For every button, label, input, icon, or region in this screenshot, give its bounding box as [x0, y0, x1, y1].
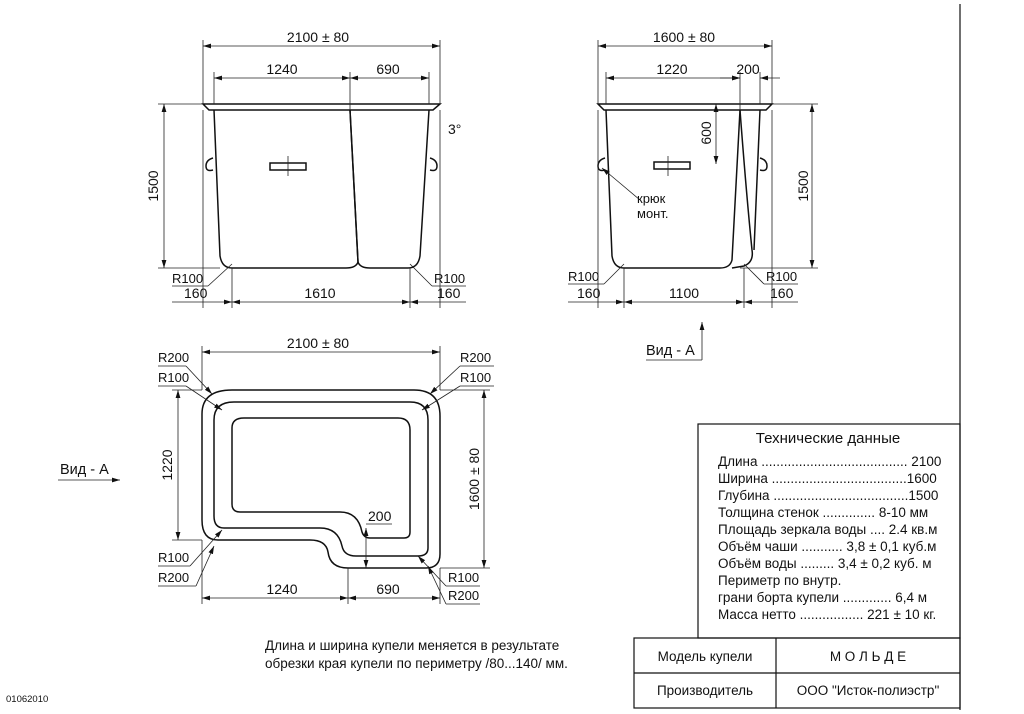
tech-data-panel	[698, 424, 960, 638]
side-600-label: 600	[698, 121, 714, 145]
tech-row: Глубина ....................................1500	[718, 488, 939, 503]
front-angle-label: 3°	[448, 121, 462, 137]
side-bottom-right-label: 160	[770, 285, 794, 301]
tech-row: Ширина ....................................1600	[718, 471, 937, 486]
tech-row: Толщина стенок .............. 8-10 мм	[718, 505, 929, 520]
side-outer-wall	[606, 110, 740, 268]
front-r-left-label: R100	[172, 271, 204, 286]
plan-r100-bl-label: R100	[158, 550, 190, 565]
model-value: М О Л Ь Д Е	[829, 649, 907, 664]
side-seg-right-label: 200	[736, 61, 760, 77]
tech-row: Объём чаши ........... 3,8 ± 0,1 куб.м	[718, 539, 937, 554]
plan-r200-tl-label: R200	[158, 350, 190, 365]
tech-row: грани борта купели ............. 6,4 м	[718, 590, 928, 605]
side-height-label: 1500	[795, 170, 811, 202]
plan-bottom-right-label: 690	[376, 581, 400, 597]
side-bottom-mid-label: 1100	[668, 285, 700, 301]
tech-title: Технические данные	[755, 430, 901, 447]
size-note	[265, 638, 568, 671]
side-bottom-left-label: 160	[577, 285, 601, 301]
front-hook-left	[206, 158, 213, 171]
side-r-left-label: R100	[568, 269, 600, 284]
side-handle	[654, 162, 690, 169]
plan-inner-rim	[214, 402, 428, 556]
side-r-right-label: R100	[766, 269, 798, 284]
model-label: Модель купели	[657, 649, 753, 664]
note-line-2: обрезки края купели по периметру /80...140/ мм.	[265, 656, 568, 671]
plan-r100-tr-label: R100	[460, 370, 492, 385]
tech-rows	[718, 454, 941, 622]
plan-r200-bl-label: R200	[158, 570, 190, 585]
plan-r100-br-label: R100	[448, 570, 480, 585]
side-hook-label-2: монт.	[637, 206, 669, 221]
plan-r200-br-label: R200	[448, 588, 480, 603]
tech-row: Длина ....................................... 2100	[718, 454, 942, 469]
plan-view-a-label: Вид - А	[60, 462, 109, 478]
side-hook-right	[760, 158, 767, 171]
front-right-wall	[350, 110, 429, 268]
plan-height-right-label: 1600 ± 80	[466, 447, 482, 511]
side-view	[568, 29, 818, 360]
front-bottom-mid-label: 1610	[304, 285, 336, 301]
front-rim	[203, 104, 440, 110]
front-width-label: 2100 ± 80	[286, 29, 350, 45]
front-height-label: 1500	[145, 170, 161, 202]
side-view-a-label: Вид - А	[646, 343, 695, 359]
front-view	[145, 29, 466, 308]
plan-height-left-label: 1220	[159, 449, 175, 481]
front-bottom-right-label: 160	[437, 285, 461, 301]
plan-r200-tr-label: R200	[460, 350, 492, 365]
side-hook-label-1: крюк	[637, 191, 666, 206]
front-hook-right	[430, 158, 437, 171]
plan-outer-rim	[202, 390, 440, 568]
side-width-label: 1600 ± 80	[652, 29, 716, 45]
side-rim	[598, 104, 772, 110]
tech-row: Объём воды ......... 3,4 ± 0,2 куб. м	[718, 556, 932, 571]
doc-code: 01062010	[6, 694, 49, 705]
tech-row: Площадь зеркала воды .... 2.4 кв.м	[718, 522, 938, 537]
front-left-wall	[214, 110, 358, 268]
plan-r100-tl-label: R100	[158, 370, 190, 385]
plan-bottom-left-label: 1240	[266, 581, 298, 597]
front-bottom-left-label: 160	[184, 285, 208, 301]
side-seg-left-label: 1220	[656, 61, 688, 77]
tech-row: Масса нетто ................. 221 ± 10 кг.	[718, 607, 937, 622]
front-seg-right-label: 690	[376, 61, 400, 77]
plan-width-label: 2100 ± 80	[286, 335, 350, 351]
side-right-wall	[754, 110, 760, 250]
front-r-right-label: R100	[434, 271, 466, 286]
note-line-1: Длина и ширина купели меняется в результате	[265, 638, 560, 653]
plan-view	[58, 335, 494, 604]
tech-row: Периметр по внутр.	[718, 573, 842, 588]
front-seg-left-label: 1240	[266, 61, 298, 77]
maker-value: ООО "Исток-полиэстр"	[796, 683, 940, 698]
plan-notch-label: 200	[368, 508, 392, 524]
side-hook-left	[598, 158, 605, 171]
maker-label: Производитель	[656, 683, 754, 698]
title-block	[634, 638, 960, 708]
